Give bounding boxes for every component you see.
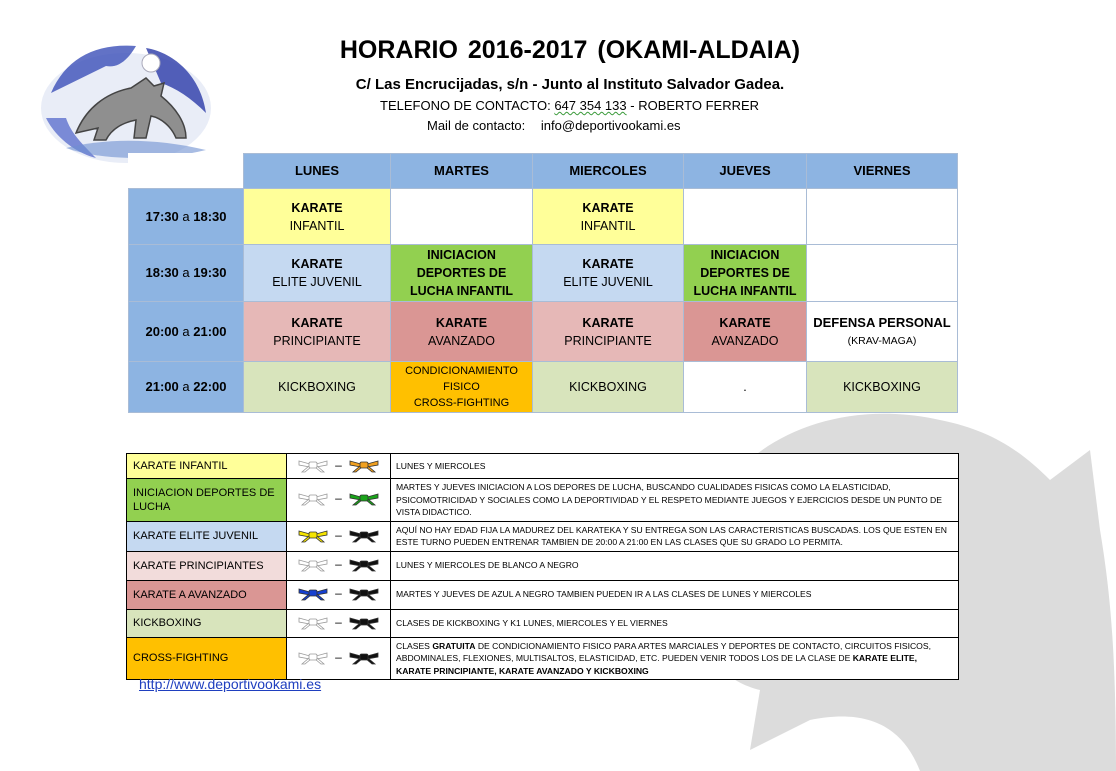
class-cell: KICKBOXING bbox=[533, 362, 684, 413]
class-cell: KARATE PRINCIPIANTE bbox=[244, 302, 391, 362]
legend-name: KARATE INFANTIL bbox=[127, 454, 287, 479]
class-cell: CONDICIONAMIENTO FISICO CROSS-FIGHTING bbox=[391, 362, 533, 413]
phone-contact-name: - ROBERTO FERRER bbox=[630, 98, 760, 113]
day-header: MARTES bbox=[391, 154, 533, 189]
belt-range: – bbox=[287, 479, 391, 522]
class-cell: KARATE ELITE JUVENIL bbox=[244, 245, 391, 302]
legend-name: KICKBOXING bbox=[127, 609, 287, 637]
empty-cell bbox=[391, 189, 533, 245]
belt-to-icon bbox=[348, 556, 380, 572]
legend-table bbox=[126, 453, 959, 680]
legend-row bbox=[127, 521, 959, 551]
legend-row bbox=[127, 580, 959, 609]
belt-range: – bbox=[287, 521, 391, 551]
legend-description: MARTES Y JUEVES INICIACION A LOS DEPORES DE LUCHA, BUSCANDO CUALIDADES FISICAS COMO LA ELASTICIDAD, PSICOMOTRICIDAD Y SOCIALES COMO LA DEPORTIVIDAD Y EL RESPETO MEDIANTE JUEGOS Y EJERCICIOS DESDE UN PUNTO DE VISTA DIDACTICO. bbox=[391, 479, 959, 522]
empty-cell bbox=[807, 245, 958, 302]
belt-from-icon bbox=[297, 649, 329, 665]
legend-description: LUNES Y MIERCOLES DE BLANCO A NEGRO bbox=[391, 551, 959, 580]
day-header: VIERNES bbox=[807, 154, 958, 189]
legend-name: INICIACION DEPORTES DE LUCHA bbox=[127, 479, 287, 522]
legend-row bbox=[127, 551, 959, 580]
legend-description: LUNES Y MIERCOLES bbox=[391, 454, 959, 479]
legend-name: KARATE ELITE JUVENIL bbox=[127, 521, 287, 551]
day-header: JUEVES bbox=[684, 154, 807, 189]
belt-range: – bbox=[287, 580, 391, 609]
belt-range: – bbox=[287, 454, 391, 479]
belt-to-icon bbox=[348, 585, 380, 601]
legend-description: CLASES GRATUITA DE CONDICIONAMIENTO FISICO PARA ARTES MARCIALES Y DEPORTES DE CONTACTO, CIRCUITOS FISICOS, ABDOMINALES, FLEXIONES, MULTISALTOS, ELASTICIDAD, ETC. PUEDEN VENIR TODOS LOS DE LA CLASE DE KARATE ELITE, KARATE PRINCIPIANTE, KARATE AVANZADO Y KICKBOXING bbox=[391, 637, 959, 680]
legend-description: MARTES Y JUEVES DE AZUL A NEGRO TAMBIEN PUEDEN IR A LAS CLASES DE LUNES Y MIERCOLES bbox=[391, 580, 959, 609]
corner-cell bbox=[129, 154, 244, 189]
class-cell: KARATE AVANZADO bbox=[684, 302, 807, 362]
belt-to-icon bbox=[348, 614, 380, 630]
empty-cell bbox=[684, 189, 807, 245]
address: C/ Las Encrucijadas, s/n - Junto al Instituto Salvador Gadea. bbox=[355, 76, 785, 93]
contact-phone bbox=[380, 98, 759, 113]
time-slot: 18:30 a 19:30 bbox=[129, 245, 244, 302]
class-cell: DEFENSA PERSONAL (KRAV-MAGA) bbox=[807, 302, 958, 362]
schedule-table bbox=[128, 153, 958, 413]
belt-range: – bbox=[287, 637, 391, 680]
phone-number[interactable]: 647 354 133 bbox=[554, 98, 627, 113]
legend-row bbox=[127, 454, 959, 479]
legend-name: KARATE PRINCIPIANTES bbox=[127, 551, 287, 580]
class-cell: KARATE INFANTIL bbox=[244, 189, 391, 245]
belt-to-icon bbox=[348, 457, 380, 473]
class-cell: KARATE AVANZADO bbox=[391, 302, 533, 362]
legend-row bbox=[127, 479, 959, 522]
class-cell: KARATE PRINCIPIANTE bbox=[533, 302, 684, 362]
belt-from-icon bbox=[297, 490, 329, 506]
time-slot: 17:30 a 18:30 bbox=[129, 189, 244, 245]
class-cell: KICKBOXING bbox=[807, 362, 958, 413]
schedule-header-row bbox=[129, 154, 958, 189]
class-cell: INICIACION DEPORTES DE LUCHA INFANTIL bbox=[391, 245, 533, 302]
mail-label: Mail de contacto: bbox=[427, 118, 526, 133]
belt-range: – bbox=[287, 609, 391, 637]
class-cell: INICIACION DEPORTES DE LUCHA INFANTIL bbox=[684, 245, 807, 302]
legend-name: KARATE A AVANZADO bbox=[127, 580, 287, 609]
legend-name: CROSS-FIGHTING bbox=[127, 637, 287, 680]
belt-range: – bbox=[287, 551, 391, 580]
belt-from-icon bbox=[297, 585, 329, 601]
belt-from-icon bbox=[297, 614, 329, 630]
belt-to-icon bbox=[348, 490, 380, 506]
belt-from-icon bbox=[297, 527, 329, 543]
belt-to-icon bbox=[348, 649, 380, 665]
belt-from-icon bbox=[297, 556, 329, 572]
belt-to-icon bbox=[348, 527, 380, 543]
legend-row bbox=[127, 609, 959, 637]
time-slot: 20:00 a 21:00 bbox=[129, 302, 244, 362]
schedule-row bbox=[129, 362, 958, 413]
day-header: LUNES bbox=[244, 154, 391, 189]
day-header: MIERCOLES bbox=[533, 154, 684, 189]
class-cell: KARATE INFANTIL bbox=[533, 189, 684, 245]
okami-wolf-logo bbox=[36, 38, 216, 168]
class-cell: KARATE ELITE JUVENIL bbox=[533, 245, 684, 302]
belt-from-icon bbox=[297, 457, 329, 473]
legend-row bbox=[127, 637, 959, 680]
contact-mail bbox=[427, 118, 681, 133]
legend-description: AQUÍ NO HAY EDAD FIJA LA MADUREZ DEL KARATEKA Y SU ENTREGA SON LAS CARACTERISTICAS BUSCADAS. LOS QUE ESTEN EN ESTE TURNO PUEDEN ENTRENAR TAMBIEN DE 20:00 A 21:00 EN LAS CLASES QUE SU GRADO LO PERMITA. bbox=[391, 521, 959, 551]
schedule-row bbox=[129, 189, 958, 245]
time-slot: 21:00 a 22:00 bbox=[129, 362, 244, 413]
mail-address[interactable]: info@deportivookami.es bbox=[540, 118, 681, 133]
empty-cell bbox=[807, 189, 958, 245]
schedule-row bbox=[129, 245, 958, 302]
page-title: HORARIO 2016-2017 (OKAMI-ALDAIA) bbox=[339, 36, 801, 64]
class-cell: . bbox=[684, 362, 807, 413]
website-link[interactable]: http://www.deportivookami.es bbox=[139, 676, 322, 692]
legend-description: CLASES DE KICKBOXING Y K1 LUNES, MIERCOLES Y EL VIERNES bbox=[391, 609, 959, 637]
schedule-row bbox=[129, 302, 958, 362]
class-cell: KICKBOXING bbox=[244, 362, 391, 413]
phone-label: TELEFONO DE CONTACTO: bbox=[380, 98, 551, 113]
